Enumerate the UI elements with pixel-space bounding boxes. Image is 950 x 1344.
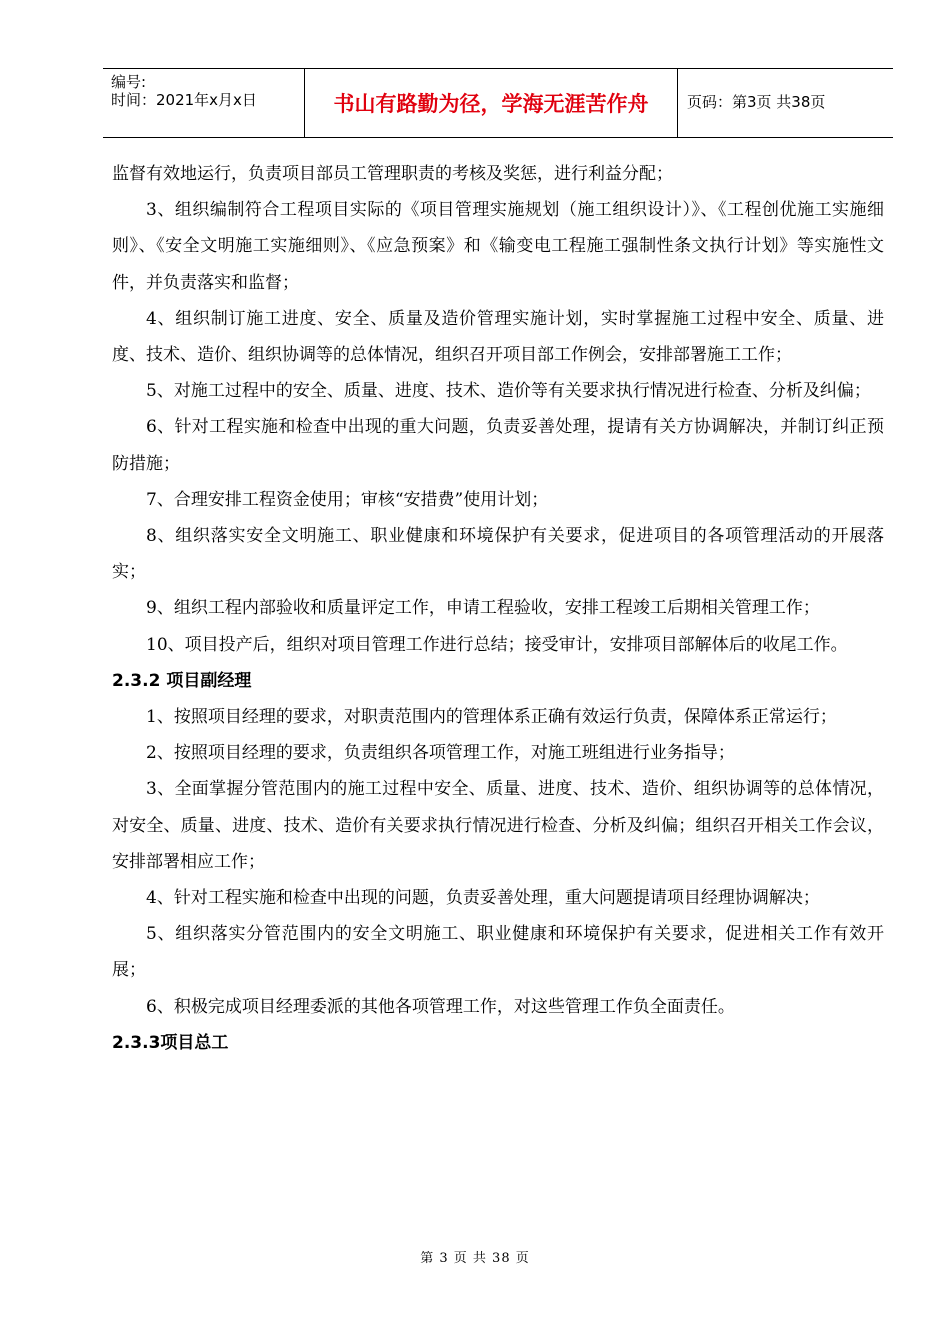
document-time-label: 时间：2021年x月x日 xyxy=(111,91,257,109)
paragraph: 5、组织落实分管范围内的安全文明施工、职业健康和环境保护有关要求，促进相关工作有效开展； xyxy=(112,924,884,981)
paragraph: 3、组织编制符合工程项目实际的《项目管理实施规划（施工组织设计）》、《工程创优施工实施细则》、《安全文明施工实施细则》、《应急预案》和《输变电工程施工强制性条文执行计划》等实施性文件，并负责落实和监督； xyxy=(112,200,884,293)
document-header xyxy=(103,68,893,138)
header-motto-cell xyxy=(304,69,678,137)
paragraph: 1、按照项目经理的要求，对职责范围内的管理体系正确有效运行负责，保障体系正常运行； xyxy=(146,707,837,728)
header-page-info: 页码：第3页 共38页 xyxy=(687,93,826,111)
document-body xyxy=(112,156,884,1061)
paragraph: 10、项目投产后，组织对项目管理工作进行总结；接受审计，安排项目部解体后的收尾工作。 xyxy=(146,634,848,655)
section-heading: 2.3.2 项目副经理 xyxy=(112,670,252,691)
header-motto: 书山有路勤为径，学海无涯苦作舟 xyxy=(333,92,649,116)
header-page-cell xyxy=(677,69,893,137)
paragraph: 9、组织工程内部验收和质量评定工作，申请工程验收，安排工程竣工后期相关管理工作； xyxy=(146,598,820,619)
paragraph: 4、针对工程实施和检查中出现的问题，负责妥善处理，重大问题提请项目经理协调解决； xyxy=(146,888,820,909)
page-footer: 第 3 页 共 38 页 xyxy=(420,1251,530,1266)
document-code-label: 编号: xyxy=(111,73,147,91)
paragraph: 6、针对工程实施和检查中出现的重大问题，负责妥善处理，提请有关方协调解决，并制订纠正预防措施； xyxy=(112,417,884,474)
paragraph: 5、对施工过程中的安全、质量、进度、技术、造价等有关要求执行情况进行检查、分析及纠偏； xyxy=(146,381,871,402)
paragraph: 监督有效地运行，负责项目部员工管理职责的考核及奖惩，进行利益分配； xyxy=(112,164,673,184)
paragraph: 4、组织制订施工进度、安全、质量及造价管理实施计划，实时掌握施工过程中安全、质量、进度、技术、造价、组织协调等的总体情况，组织召开项目部工作例会，安排部署施工工作； xyxy=(112,308,884,366)
paragraph: 6、积极完成项目经理委派的其他各项管理工作，对这些管理工作负全面责任。 xyxy=(146,996,735,1017)
header-meta-cell xyxy=(103,69,303,137)
section-heading: 2.3.3项目总工 xyxy=(112,1032,229,1053)
paragraph: 7、合理安排工程资金使用；审核“安措费”使用计划； xyxy=(146,489,549,510)
paragraph: 3、全面掌握分管范围内的施工过程中安全、质量、进度、技术、造价、组织协调等的总体情况，对安全、质量、进度、技术、造价有关要求执行情况进行检查、分析及纠偏；组织召开相关工作会议，安排部署相应工作； xyxy=(112,779,884,872)
paragraph: 8、组织落实安全文明施工、职业健康和环境保护有关要求，促进项目的各项管理活动的开展落实； xyxy=(112,526,884,583)
paragraph: 2、按照项目经理的要求，负责组织各项管理工作，对施工班组进行业务指导； xyxy=(146,743,735,764)
